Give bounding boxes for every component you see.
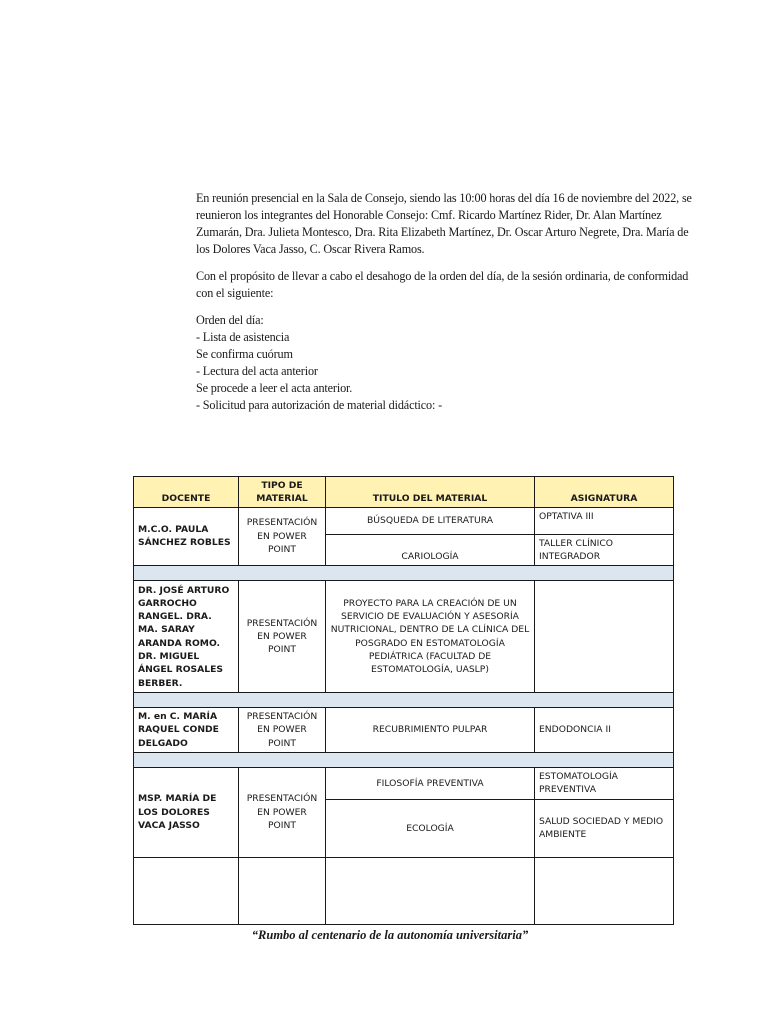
header-docente: DOCENTE — [134, 477, 239, 508]
docente-cell: MSP. MARÍA DE LOS DOLORES VACA JASSO — [134, 768, 239, 858]
empty-cell — [134, 857, 239, 924]
table-row — [134, 507, 674, 534]
tipo-cell: PRESENTACIÓN EN POWER POINT — [239, 507, 326, 566]
minutes-text — [196, 190, 696, 414]
agenda-item: Se procede a leer el acta anterior. — [196, 381, 353, 395]
titulo-cell: CARIOLOGÍA — [326, 534, 535, 566]
docente-cell: M. en C. MARÍA RAQUEL CONDE DELGADO — [134, 708, 239, 753]
titulo-cell: PROYECTO PARA LA CREACIÓN DE UN SERVICIO DE EVALUACIÓN Y ASESORÍA NUTRICIONAL, DENTRO DE LA CLÍNICA DEL POSGRADO EN ESTOMATOLOGÍA PEDIÁTRICA (FACULTAD DE ESTOMATOLOGÍA, UASLP) — [326, 581, 535, 693]
materials-table — [133, 476, 674, 925]
agenda-title: Orden del día: — [196, 313, 264, 327]
tipo-cell: PRESENTACIÓN EN POWER POINT — [239, 768, 326, 858]
docente-cell: M.C.O. PAULA SÁNCHEZ ROBLES — [134, 507, 239, 566]
agenda-item: - Solicitud para autorización de material didáctico: - — [196, 398, 443, 412]
titulo-cell: RECUBRIMIENTO PULPAR — [326, 708, 535, 753]
asignatura-cell: OPTATIVA III — [535, 507, 674, 534]
intro-paragraph: En reunión presencial en la Sala de Consejo, siendo las 10:00 horas del día 16 de noviembre del 2022, se reunieron los integrantes del Honorable Consejo: Cmf. Ricardo Martínez Rider, Dr. Alan Martínez Zumarán, Dra. Julieta Montesco, Dra. Rita Elizabeth Martínez, Dr. Oscar Arturo Negrete, Dra. María de los Dolores Vaca Jasso, C. Oscar Rivera Ramos. — [196, 191, 692, 256]
asignatura-cell: ENDODONCIA II — [535, 708, 674, 753]
table-row-empty — [134, 857, 674, 924]
agenda-item: Se confirma cuórum — [196, 347, 293, 361]
docente-cell: DR. JOSÉ ARTURO GARROCHO RANGEL. DRA. MA. SARAY ARANDA ROMO. DR. MIGUEL ÁNGEL ROSALES BERBER. — [134, 581, 239, 693]
asignatura-cell — [535, 581, 674, 693]
separator-row — [134, 693, 674, 708]
empty-cell — [535, 857, 674, 924]
purpose-paragraph: Con el propósito de llevar a cabo el desahogo de la orden del día, de la sesión ordinaria, de conformidad con el siguiente: — [196, 269, 689, 300]
titulo-cell: BÚSQUEDA DE LITERATURA — [326, 507, 535, 534]
titulo-cell: FILOSOFÍA PREVENTIVA — [326, 768, 535, 800]
asignatura-cell: SALUD SOCIEDAD Y MEDIO AMBIENTE — [535, 799, 674, 857]
tipo-cell: PRESENTACIÓN EN POWER POINT — [239, 581, 326, 693]
empty-cell — [239, 857, 326, 924]
titulo-cell: ECOLOGÍA — [326, 799, 535, 857]
tipo-cell: PRESENTACIÓN EN POWER POINT — [239, 708, 326, 753]
footer-motto: “Rumbo al centenario de la autonomía universitaria” — [251, 928, 529, 942]
separator-row — [134, 566, 674, 581]
header-asignatura: ASIGNATURA — [535, 477, 674, 508]
table-header-row — [134, 477, 674, 508]
header-titulo-material: TITULO DEL MATERIAL — [326, 477, 535, 508]
agenda-item: - Lectura del acta anterior — [196, 364, 318, 378]
table-row — [134, 708, 674, 753]
header-tipo-material: TIPO DE MATERIAL — [239, 477, 326, 508]
empty-cell — [326, 857, 535, 924]
separator-row — [134, 753, 674, 768]
asignatura-cell: ESTOMATOLOGÍA PREVENTIVA — [535, 768, 674, 800]
asignatura-cell: TALLER CLÍNICO INTEGRADOR — [535, 534, 674, 566]
table-row — [134, 768, 674, 800]
agenda-item: - Lista de asistencia — [196, 330, 290, 344]
table-row — [134, 581, 674, 693]
